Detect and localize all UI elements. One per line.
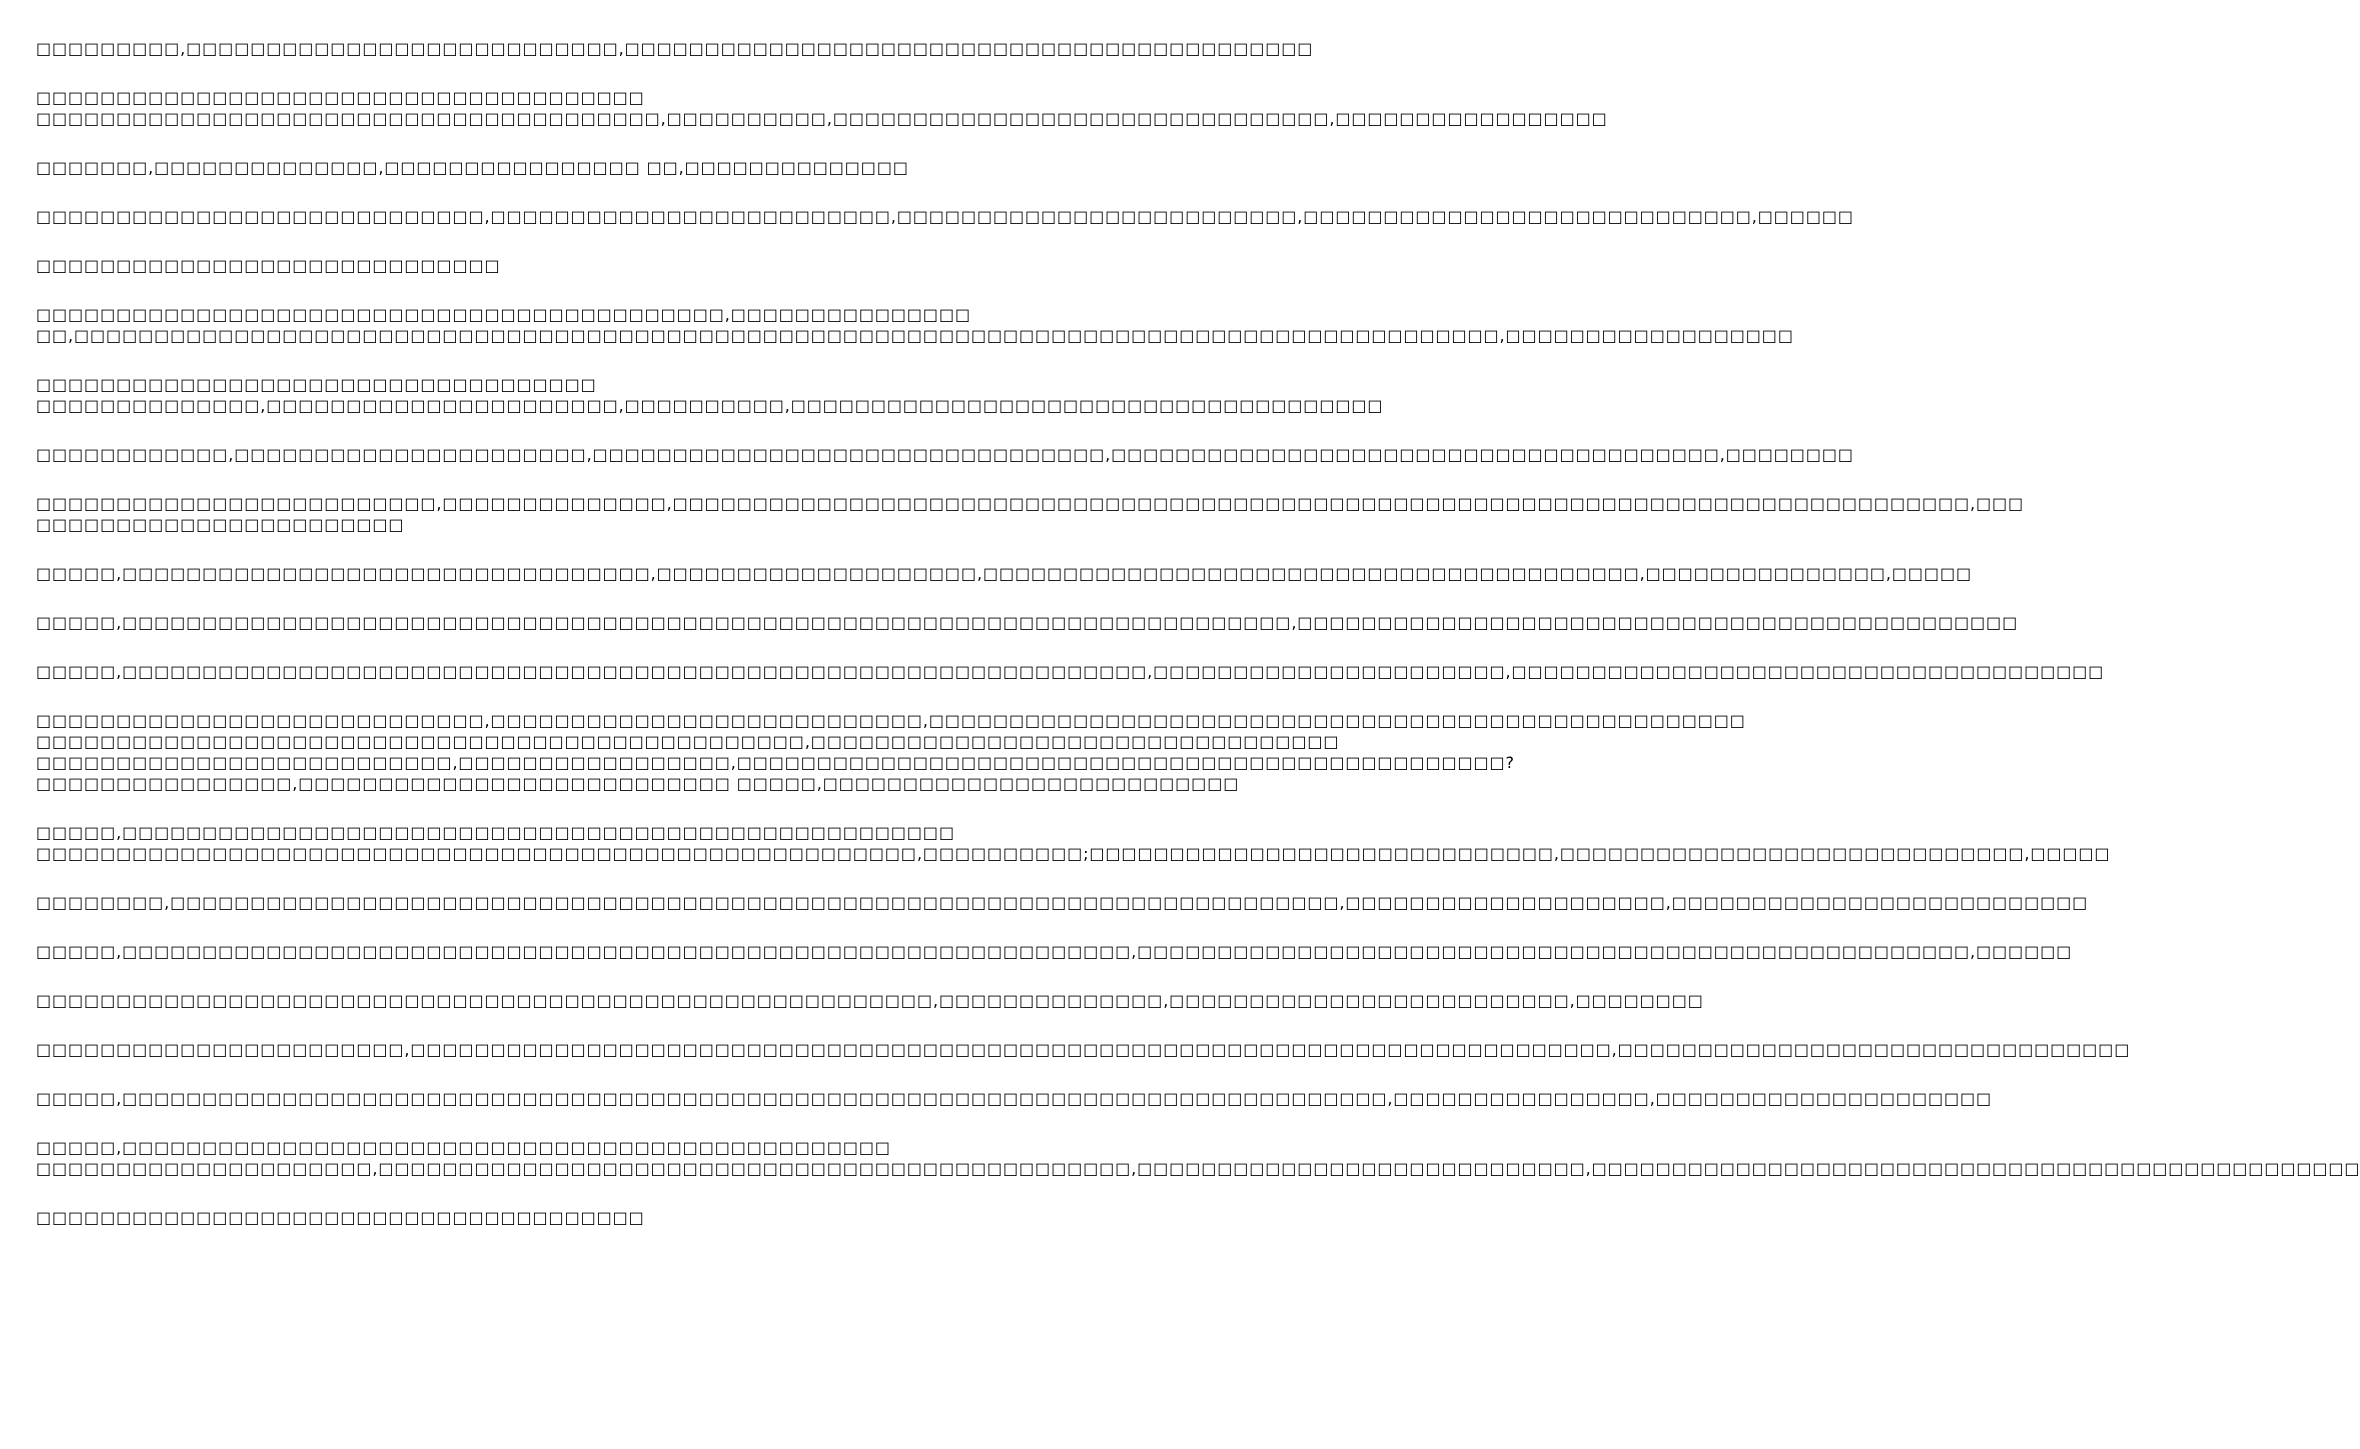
paragraph-line: □□□□□□□□□□□□□□□□□□□□□□□□□□□□□ <box>36 256 501 275</box>
paragraph <box>36 1088 1993 1109</box>
paragraph-list <box>36 38 2360 1228</box>
paragraph <box>36 304 1794 346</box>
paragraph-line: □□□□□□□□□□□□□□□□□□□□□□□□□□□□□□□□□□□□□□□,□□□□□□□□□□,□□□□□□□□□□□□□□□□□□□□□□□□□□□□□□□,□□□□□□□□□□□□□□□□□ <box>36 109 1608 128</box>
paragraph-line: □□□□□□□□□□□□□□□□□□□□□□□□□□□□□□□□□□□□□□□□□□□,□□□□□□□□□□□□□□□ <box>36 305 971 324</box>
paragraph <box>36 374 1384 416</box>
paragraph-line: □□□□□□□□□,□□□□□□□□□□□□□□□□□□□□□□□□□□□,□□□□□□□□□□□□□□□□□□□□□□□□□□□□□□□□□□□□□□□□□□□ <box>36 39 1314 58</box>
paragraph-line: □□□□□□□□□□□□□□□□,□□□□□□□□□□□□□□□□□□□□□□□□□□□ □□□□□,□□□□□□□□□□□□□□□□□□□□□□□□□□ <box>36 774 1240 793</box>
paragraph-line: □□□□□,□□□□□□□□□□□□□□□□□□□□□□□□□□□□□□□□□□□□□□□□□□□□□□□□□□□□ <box>36 823 955 842</box>
paragraph-line: □□□□□□□□□□□□□□,□□□□□□□□□□□□□□□□□□□□□□,□□□□□□□□□□,□□□□□□□□□□□□□□□□□□□□□□□□□□□□□□□□□□□□□ <box>36 396 1384 415</box>
paragraph-line: □□□□□□□□□□□□□□□□□□□□□□□□□□□□□□□□□□□□□□ <box>36 1208 645 1227</box>
paragraph <box>36 990 1704 1011</box>
paragraph <box>36 444 1854 465</box>
paragraph-line: □□□□□,□□□□□□□□□□□□□□□□□□□□□□□□□□□□□□□□□□□□□□□□□□□□□□□□ <box>36 1138 891 1157</box>
paragraph <box>36 206 1854 227</box>
paragraph <box>36 941 2073 962</box>
paragraph-line: □□□□□□□□□□□□□□□□□□□□□,□□□□□□□□□□□□□□□□□□□□□□□□□□□□□□□□□□□□□□□□□□□□□□□,□□□□□□□□□□□□□□□□□□□□□□□□□□□□,□□□□□□□□□□□□□□□□□□□□□□□□□□□□□□□□□□□□□□□□□□□□□□□□ <box>36 1159 2360 1178</box>
document-body <box>36 38 2360 1256</box>
paragraph-line: □□□□□□□□□□□□,□□□□□□□□□□□□□□□□□□□□□□,□□□□□□□□□□□□□□□□□□□□□□□□□□□□□□□□,□□□□□□□□□□□□□□□□□□□□□□□□□□□□□□□□□□□□□□,□□□□□□□□ <box>36 445 1854 464</box>
paragraph-line: □□□□□,□□□□□□□□□□□□□□□□□□□□□□□□□□□□□□□□□□□□□□□□□□□□□□□□□□□□□□□□□□□□□□□□□□□□□□□□□,□□□□□□□□□□□□□□□□□□□□□□□□□□□□□□□□□□□□□□□□□□□□□ <box>36 613 2019 632</box>
paragraph-line: □□□□□□□□□□□□□□□□□□□□□□□□□□□□□□□□□□□□□□□□□□□□□□□□□□□□□□□□,□□□□□□□□□□□□□□,□□□□□□□□□□□□□□□□□□□□□□□□□,□□□□□□□□ <box>36 991 1704 1010</box>
paragraph-line: □□□□□□□□□□□□□□□□□□□□□□□ <box>36 515 405 534</box>
paragraph <box>36 612 2019 633</box>
paragraph-line: □□□□□□□□□□□□□□□□□□□□□□□□□□□□□□□□□□□□□□ <box>36 88 645 107</box>
paragraph <box>36 255 990 276</box>
paragraph <box>36 157 990 178</box>
paragraph <box>36 661 2105 682</box>
paragraph-line: □□□□□□□□□□□□□□□□□□□□□□□□□□,□□□□□□□□□□□□□□□□□,□□□□□□□□□□□□□□□□□□□□□□□□□□□□□□□□□□□□□□□□□□□□□□□□? <box>36 753 1515 772</box>
paragraph-line: □□□□□,□□□□□□□□□□□□□□□□□□□□□□□□□□□□□□□□□□□□□□□□□□□□□□□□□□□□□□□□□□□□□□□,□□□□□□□□□□□□□□□□□□□□□□□□□□□□□□□□□□□□□□□□□□□□□□□□□□□□,□□□□□□ <box>36 942 2073 961</box>
paragraph-line: □□□□□□□□□□□□□□□□□□□□□□□□□,□□□□□□□□□□□□□□,□□□□□□□□□□□□□□□□□□□□□□□□□□□□□□□□□□□□□□□□□□□□□□□□□□□□□□□□□□□□□□□□□□□□□□□□□□□□□□□□□,□□□ <box>36 494 2025 513</box>
paragraph <box>36 87 1608 129</box>
paragraph <box>36 822 2111 864</box>
paragraph-line: □□□□□□□□□□□□□□□□□□□□□□□□□□□□,□□□□□□□□□□□□□□□□□□□□□□□□□□□,□□□□□□□□□□□□□□□□□□□□□□□□□□□□□□□□□□□□□□□□□□□□□□□□□□□ <box>36 711 1746 730</box>
paragraph <box>36 38 1314 59</box>
paragraph-line: □□□□□□□,□□□□□□□□□□□□□□,□□□□□□□□□□□□□□□□ □□,□□□□□□□□□□□□□□ <box>36 158 909 177</box>
paragraph-line: □□□□□□□□□□□□□□□□□□□□□□□□□□□□,□□□□□□□□□□□□□□□□□□□□□□□□□,□□□□□□□□□□□□□□□□□□□□□□□□□,□□□□□□□□□□□□□□□□□□□□□□□□□□□□,□□□□□□ <box>36 207 1854 226</box>
paragraph-line: □□□□□□□□□□□□□□□□□□□□□□□□□□□□□□□□□□□□□□□□□□□□□□□□,□□□□□□□□□□□□□□□□□□□□□□□□□□□□□□□□□ <box>36 732 1340 751</box>
paragraph <box>36 493 2025 535</box>
paragraph-line: □□□□□□□□□□□□□□□□□□□□□□□□□□□□□□□□□□□ <box>36 375 597 394</box>
paragraph-line: □□□□□□□□□□□□□□□□□□□□□□□,□□□□□□□□□□□□□□□□□□□□□□□□□□□□□□□□□□□□□□□□□□□□□□□□□□□□□□□□□□□□□□□□□□□□□□□□□□□,□□□□□□□□□□□□□□□□□□□□□□□□□□□□□□□□ <box>36 1040 2131 1059</box>
paragraph-line: □□,□□□□□□□□□□□□□□□□□□□□□□□□□□□□□□□□□□□□□□□□□□□□□□□□□□□□□□□□□□□□□□□□□□□□□□□□□□□□□□□□□□□□□□□□□,□□□□□□□□□□□□□□□□□□ <box>36 326 1794 345</box>
paragraph-line: □□□□□,□□□□□□□□□□□□□□□□□□□□□□□□□□□□□□□□□□□□□□□□□□□□□□□□□□□□□□□□□□□□□□□□□□□□□□□□□□□□□□□,□□□□□□□□□□□□□□□□,□□□□□□□□□□□□□□□□□□□□□ <box>36 1089 1993 1108</box>
paragraph <box>36 710 1746 794</box>
paragraph <box>36 1137 2360 1179</box>
paragraph <box>36 1039 2131 1060</box>
paragraph <box>36 1207 990 1228</box>
paragraph-line: □□□□□□□□□□□□□□□□□□□□□□□□□□□□□□□□□□□□□□□□□□□□□□□□□□□□□□□,□□□□□□□□□□;□□□□□□□□□□□□□□□□□□□□□□□□□□□□□,□□□□□□□□□□□□□□□□□□□□□□□□□□□□□,□□□□□ <box>36 844 2111 863</box>
paragraph <box>36 892 2089 913</box>
paragraph <box>36 563 1972 584</box>
paragraph-line: □□□□□,□□□□□□□□□□□□□□□□□□□□□□□□□□□□□□□□□,□□□□□□□□□□□□□□□□□□□□,□□□□□□□□□□□□□□□□□□□□□□□□□□□□□□□□□□□□□□□□□,□□□□□□□□□□□□□□□,□□□□□ <box>36 564 1972 583</box>
paragraph-line: □□□□□,□□□□□□□□□□□□□□□□□□□□□□□□□□□□□□□□□□□□□□□□□□□□□□□□□□□□□□□□□□□□□□□□,□□□□□□□□□□□□□□□□□□□□□□,□□□□□□□□□□□□□□□□□□□□□□□□□□□□□□□□□□□□□ <box>36 662 2105 681</box>
paragraph-line: □□□□□□□□,□□□□□□□□□□□□□□□□□□□□□□□□□□□□□□□□□□□□□□□□□□□□□□□□□□□□□□□□□□□□□□□□□□□□□□□□□,□□□□□□□□□□□□□□□□□□□□,□□□□□□□□□□□□□□□□□□□□□□□□□□ <box>36 893 2089 912</box>
